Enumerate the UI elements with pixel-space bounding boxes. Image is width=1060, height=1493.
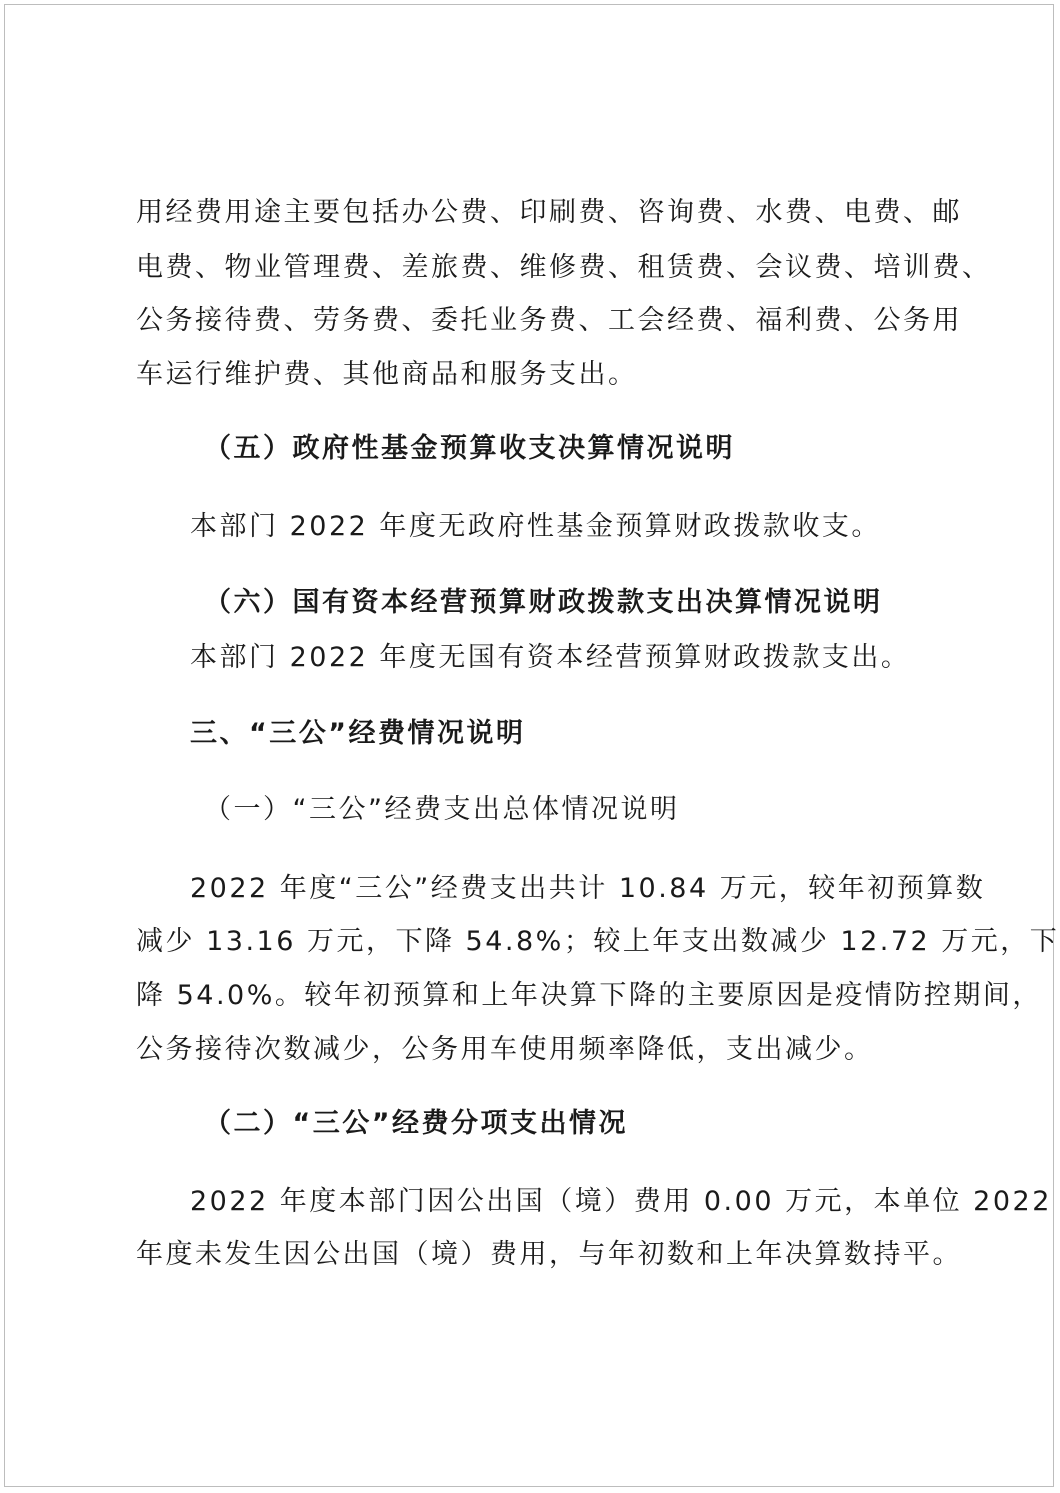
section-5-text: 本部门 2022 年度无政府性基金预算财政拨款收支。 <box>190 511 881 542</box>
section-5-heading: （五）政府性基金预算收支决算情况说明 <box>204 433 735 464</box>
section-6-heading: （六）国有资本经营预算财政拨款支出决算情况说明 <box>204 587 883 618</box>
body-line-2: 电费、物业管理费、差旅费、维修费、租赁费、会议费、培训费、 <box>136 252 992 283</box>
part-3-sub-2-line-2: 年度未发生因公出国（境）费用，与年初数和上年决算数持平。 <box>136 1239 962 1270</box>
section-6-text: 本部门 2022 年度无国有资本经营预算财政拨款支出。 <box>190 642 911 673</box>
part-3-sub-1-heading: （一）“三公”经费支出总体情况说明 <box>204 794 680 825</box>
part-3-sub-2-line-1: 2022 年度本部门因公出国（境）费用 0.00 万元，本单位 2022 <box>190 1186 1052 1217</box>
part-3-sub-1-line-1: 2022 年度“三公”经费支出共计 10.84 万元，较年初预算数 <box>190 873 986 904</box>
body-line-4: 车运行维护费、其他商品和服务支出。 <box>136 359 638 390</box>
body-line-3: 公务接待费、劳务费、委托业务费、工会经费、福利费、公务用 <box>136 305 962 336</box>
part-3-sub-1-line-2: 减少 13.16 万元，下降 54.8%；较上年支出数减少 12.72 万元，下 <box>136 926 1060 957</box>
part-3-sub-1-line-4: 公务接待次数减少，公务用车使用频率降低，支出减少。 <box>136 1034 874 1065</box>
part-3-heading: 三、“三公”经费情况说明 <box>190 718 526 749</box>
part-3-sub-2-heading: （二）“三公”经费分项支出情况 <box>204 1108 628 1139</box>
body-line-1: 用经费用途主要包括办公费、印刷费、咨询费、水费、电费、邮 <box>136 197 962 228</box>
part-3-sub-1-line-3: 降 54.0%。较年初预算和上年决算下降的主要原因是疫情防控期间， <box>136 980 1042 1011</box>
